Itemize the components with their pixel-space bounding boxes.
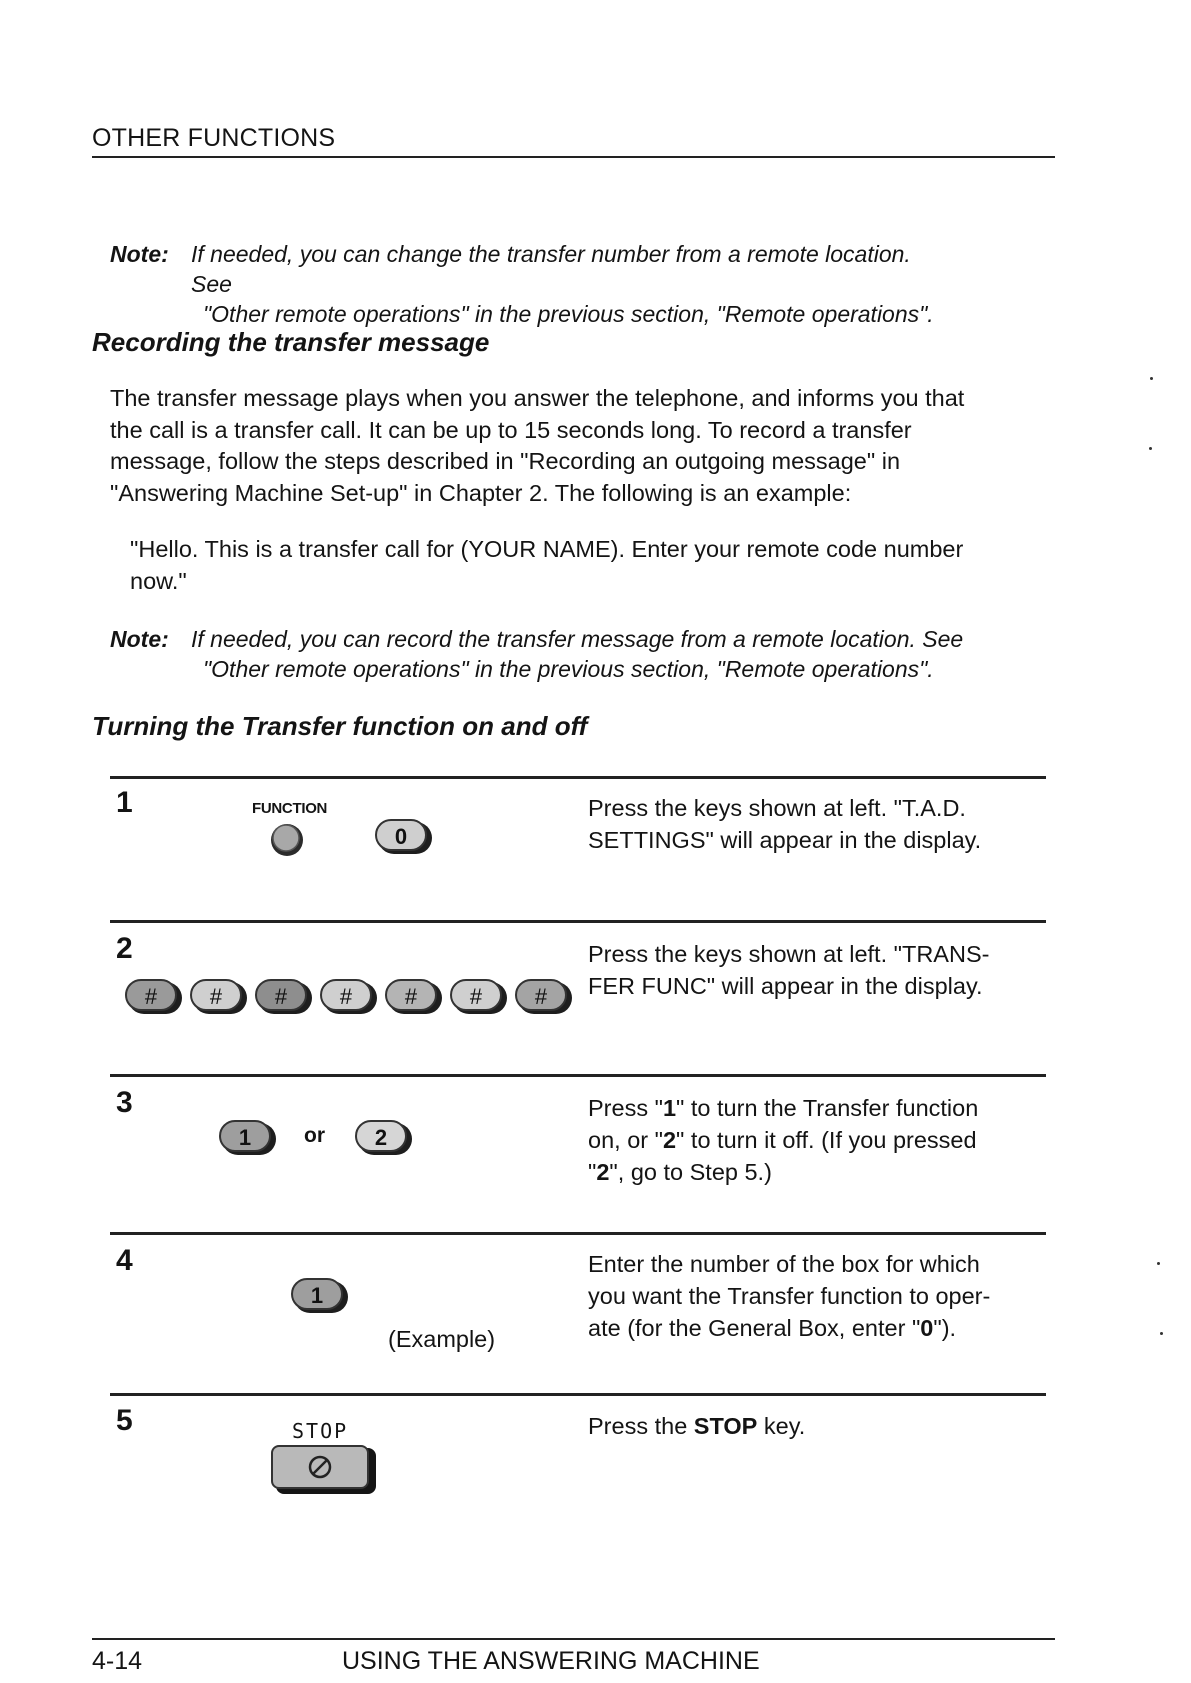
hash-key[interactable] [319,978,379,1016]
note-line: If needed, you can change the transfer number from a remote location. See [191,241,911,297]
quote-line: now." [130,568,187,594]
step-number: 2 [116,932,133,965]
hash-key[interactable] [384,978,444,1016]
footer-rule [92,1638,1055,1640]
step-description [588,1248,1028,1344]
key-label: # [144,984,158,1009]
hash-key[interactable] [124,978,184,1016]
hash-key[interactable] [189,978,249,1016]
step-rule [110,776,1046,779]
note-label: Note: [110,626,169,652]
hash-key-row [124,978,574,1018]
digit-1-key[interactable] [290,1277,350,1315]
note-transfer-message [110,624,1030,686]
page-number: 4-14 [92,1647,143,1675]
key-label: 1 [238,1125,252,1150]
step-number: 4 [116,1244,133,1277]
quote-line: "Hello. This is a transfer call for (YOUR NAME). Enter your remote code number [130,536,964,562]
note-transfer-number [110,239,1010,327]
desc-line: Press the STOP key. [588,1413,806,1439]
key-label: # [534,984,548,1009]
key-label: # [404,984,418,1009]
desc-line: Press "1" to turn the Transfer function [588,1095,979,1121]
section-heading-turning: Turning the Transfer function on and off [92,711,588,741]
key-label: # [274,984,288,1009]
step-number: 3 [116,1086,133,1119]
key-label: # [339,984,353,1009]
paragraph-line: message, follow the steps described in "Recording an outgoing message" in [110,448,901,474]
note-line: If needed, you can record the transfer message from a remote location. See [191,626,964,652]
step-rule [110,1074,1046,1077]
scan-speck [1150,377,1153,380]
stop-key-label: STOP [292,1419,349,1443]
step-rule [110,1232,1046,1235]
digit-1-key[interactable] [218,1119,278,1157]
desc-line: Press the keys shown at left. "TRANS- [588,941,990,967]
function-key-label: FUNCTION [252,800,328,817]
note-text [191,239,951,329]
key-label: 1 [310,1283,324,1308]
example-message [130,533,1030,597]
key-label: # [469,984,483,1009]
or-label: or [304,1124,325,1147]
paragraph-line: The transfer message plays when you answer the telephone, and informs you that [110,385,965,411]
desc-line: on, or "2" to turn it off. (If you pressed [588,1127,977,1153]
section-heading-recording: Recording the transfer message [92,327,490,357]
hash-key[interactable] [449,978,509,1016]
step-number: 5 [116,1404,133,1437]
hash-key[interactable] [254,978,314,1016]
desc-line: FER FUNC" will appear in the display. [588,973,983,999]
hash-key[interactable] [514,978,574,1016]
desc-line: "2", go to Step 5.) [588,1159,772,1185]
desc-line: Press the keys shown at left. "T.A.D. [588,795,966,821]
page-header-title: OTHER FUNCTIONS [92,124,336,152]
step-description [588,1092,1028,1188]
example-caption: (Example) [388,1326,496,1352]
body-paragraph [110,383,1040,509]
step-description [588,792,1028,856]
digit-0-key[interactable] [374,818,434,856]
function-key[interactable] [268,820,306,858]
scan-speck [1149,447,1152,450]
desc-line: ate (for the General Box, enter "0"). [588,1315,957,1341]
step-rule [110,920,1046,923]
stop-key[interactable] [270,1444,380,1496]
key-label: 2 [374,1125,388,1150]
desc-line: Enter the number of the box for which [588,1251,980,1277]
step-description [588,938,1028,1002]
key-label: 0 [394,824,408,849]
scan-speck [1157,1262,1160,1265]
desc-line: you want the Transfer function to oper- [588,1283,991,1309]
note-line: "Other remote operations" in the previous section, "Remote operations". [203,656,934,682]
desc-line: SETTINGS" will appear in the display. [588,827,982,853]
paragraph-line: the call is a transfer call. It can be up to 15 seconds long. To record a transfer [110,416,912,443]
key-label: # [209,984,223,1009]
note-label: Note: [110,241,169,267]
step-number: 1 [116,786,133,819]
step-rule [110,1393,1046,1396]
header-rule [92,156,1055,158]
digit-2-key[interactable] [354,1119,414,1157]
footer-title: USING THE ANSWERING MACHINE [342,1647,760,1675]
paragraph-line: "Answering Machine Set-up" in Chapter 2. The following is an example: [110,479,852,506]
scan-speck [1160,1332,1163,1335]
note-text [191,624,991,684]
step-description [588,1410,1028,1442]
note-line: "Other remote operations" in the previous section, "Remote operations". [203,301,934,327]
